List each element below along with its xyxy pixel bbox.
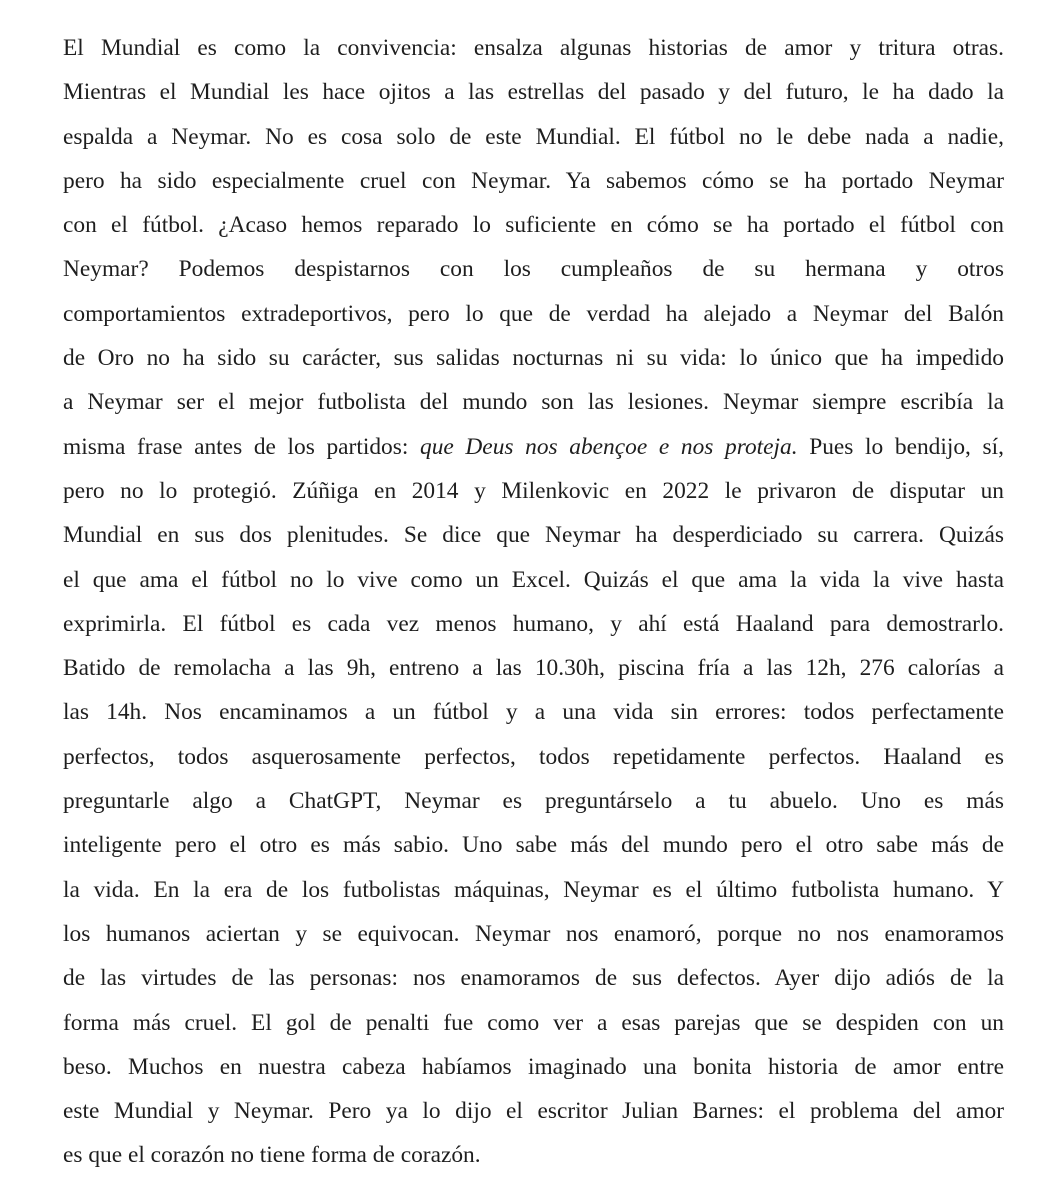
- paragraph-line: Batido de remolacha a las 9h, entreno a las 10.30h, piscina fría a las 12h, 276 calorías a: [63, 655, 1004, 682]
- paragraph-line: las 14h. Nos encaminamos a un fútbol y a una vida sin errores: todos perfectamente: [63, 699, 1004, 726]
- paragraph-line: con el fútbol. ¿Acaso hemos reparado lo suficiente en cómo se ha portado el fútbol con: [63, 212, 1004, 239]
- paragraph-line: comportamientos extradeportivos, pero lo que de verdad ha alejado a Neymar del Balón: [63, 300, 1004, 327]
- paragraph-line: beso. Muchos en nuestra cabeza habíamos imaginado una bonita historia de amor entre: [63, 1053, 1004, 1080]
- paragraph-line: el que ama el fútbol no lo vive como un Excel. Quizás el que ama la vida la vive hasta: [63, 566, 1004, 593]
- paragraph-line: los humanos aciertan y se equivocan. Neymar nos enamoró, porque no nos enamoramos: [63, 920, 1004, 947]
- paragraph-line: forma más cruel. El gol de penalti fue como ver a esas parejas que se despiden con un: [63, 1009, 1004, 1036]
- paragraph-line: perfectos, todos asquerosamente perfectos, todos repetidamente perfectos. Haaland es: [63, 743, 1004, 770]
- paragraph-line: El Mundial es como la convivencia: ensalza algunas historias de amor y tritura otras.: [63, 35, 1004, 61]
- paragraph-line: exprimirla. El fútbol es cada vez menos humano, y ahí está Haaland para demostrarlo.: [63, 610, 1004, 637]
- paragraph-line: espalda a Neymar. No es cosa solo de este Mundial. El fútbol no le debe nada a nadie,: [63, 123, 1004, 150]
- paragraph-line: a Neymar ser el mejor futbolista del mundo son las lesiones. Neymar siempre escribía la: [63, 389, 1004, 416]
- paragraph-line: Mientras el Mundial les hace ojitos a las estrellas del pasado y del futuro, le ha dado la: [63, 79, 1004, 106]
- paragraph-line: este Mundial y Neymar. Pero ya lo dijo el escritor Julian Barnes: el problema del amor: [63, 1098, 1004, 1125]
- paragraph-line: Neymar? Podemos despistarnos con los cumpleaños de su hermana y otros: [63, 256, 1004, 283]
- line-text: misma frase antes de los partidos:: [63, 433, 420, 460]
- paragraph-line: Mundial en sus dos plenitudes. Se dice que Neymar ha desperdiciado su carrera. Quizás: [63, 522, 1004, 549]
- paragraph-line: [63, 425, 1004, 469]
- paragraph-line: de las virtudes de las personas: nos enamoramos de sus defectos. Ayer dijo adiós de la: [63, 965, 1004, 992]
- paragraph-line: inteligente pero el otro es más sabio. Uno sabe más del mundo pero el otro sabe más de: [63, 832, 1004, 859]
- italic-quote: que Deus nos abençoe e nos proteja.: [420, 433, 798, 460]
- paragraph-line: de Oro no ha sido su carácter, sus salidas nocturnas ni su vida: lo único que ha impedido: [63, 345, 1004, 372]
- article-body: [63, 26, 1004, 1178]
- line-text: Pues lo bendijo, sí,: [797, 433, 1005, 460]
- paragraph-line: es que el corazón no tiene forma de corazón.: [63, 1142, 481, 1169]
- paragraph-line: preguntarle algo a ChatGPT, Neymar es preguntárselo a tu abuelo. Uno es más: [63, 788, 1004, 815]
- paragraph-line: pero ha sido especialmente cruel con Neymar. Ya sabemos cómo se ha portado Neymar: [63, 167, 1004, 194]
- paragraph-line: la vida. En la era de los futbolistas máquinas, Neymar es el último futbolista humano. Y: [63, 876, 1004, 903]
- paragraph-line: pero no lo protegió. Zúñiga en 2014 y Milenkovic en 2022 le privaron de disputar un: [63, 477, 1004, 504]
